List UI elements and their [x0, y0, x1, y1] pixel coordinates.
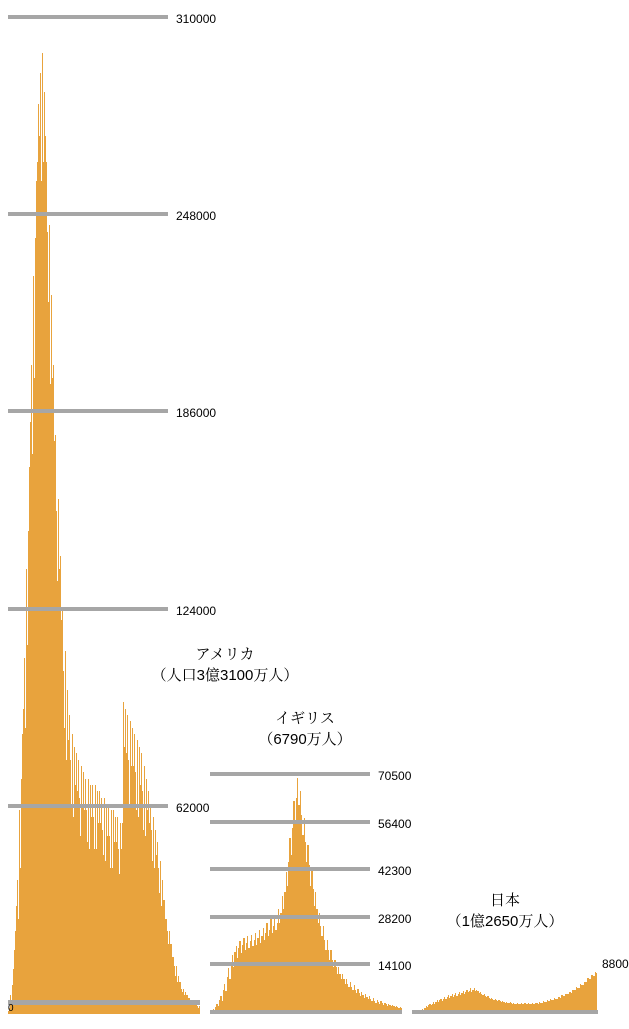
- uk-bars: [210, 776, 402, 1014]
- japan-plot-area: [412, 964, 598, 1014]
- y-axis-tick-label: 14100: [378, 959, 412, 974]
- chart-panel-uk: [210, 769, 412, 1014]
- usa-population-label: （人口3億3100万人）: [151, 667, 299, 684]
- usa-plot-area: [8, 28, 200, 1014]
- bar: [199, 1006, 200, 1014]
- y-axis-tick-label: 62000: [176, 800, 210, 815]
- uk-baseline: [210, 1010, 402, 1014]
- uk-country-name: イギリス: [275, 710, 335, 727]
- usa-caption: [135, 644, 315, 686]
- bar: [596, 973, 597, 1014]
- japan-bars: [412, 964, 598, 1014]
- usa-baseline: [8, 1000, 200, 1005]
- y-axis-tick-label: 8800: [602, 957, 629, 971]
- japan-population-label: （1億2650万人）: [446, 913, 564, 930]
- y-axis-tick-label: 70500: [378, 769, 412, 783]
- japan-country-name: 日本: [489, 892, 520, 909]
- usa-country-name: アメリカ: [195, 646, 255, 663]
- japan-caption: [415, 890, 595, 932]
- y-axis-tick-label: 28200: [378, 911, 412, 926]
- y-axis-tick-label: 124000: [176, 603, 217, 618]
- y-axis-tick-label: 248000: [176, 209, 217, 224]
- y-axis-tick-label: 42300: [378, 864, 412, 879]
- y-axis-tick-label: 56400: [378, 816, 412, 831]
- chart-panel-usa: [8, 12, 217, 1014]
- uk-caption: [215, 708, 395, 750]
- gridline: [8, 15, 168, 19]
- uk-population-label: （6790万人）: [258, 731, 352, 748]
- japan-baseline: [412, 1010, 598, 1014]
- usa-zero-label: 0: [8, 1003, 14, 1014]
- y-axis-tick-label: 186000: [176, 406, 217, 421]
- usa-bars: [8, 28, 200, 1014]
- uk-plot-area: [210, 776, 402, 1014]
- chart-panel-japan: [412, 957, 629, 1014]
- y-axis-tick-label: 310000: [176, 12, 217, 26]
